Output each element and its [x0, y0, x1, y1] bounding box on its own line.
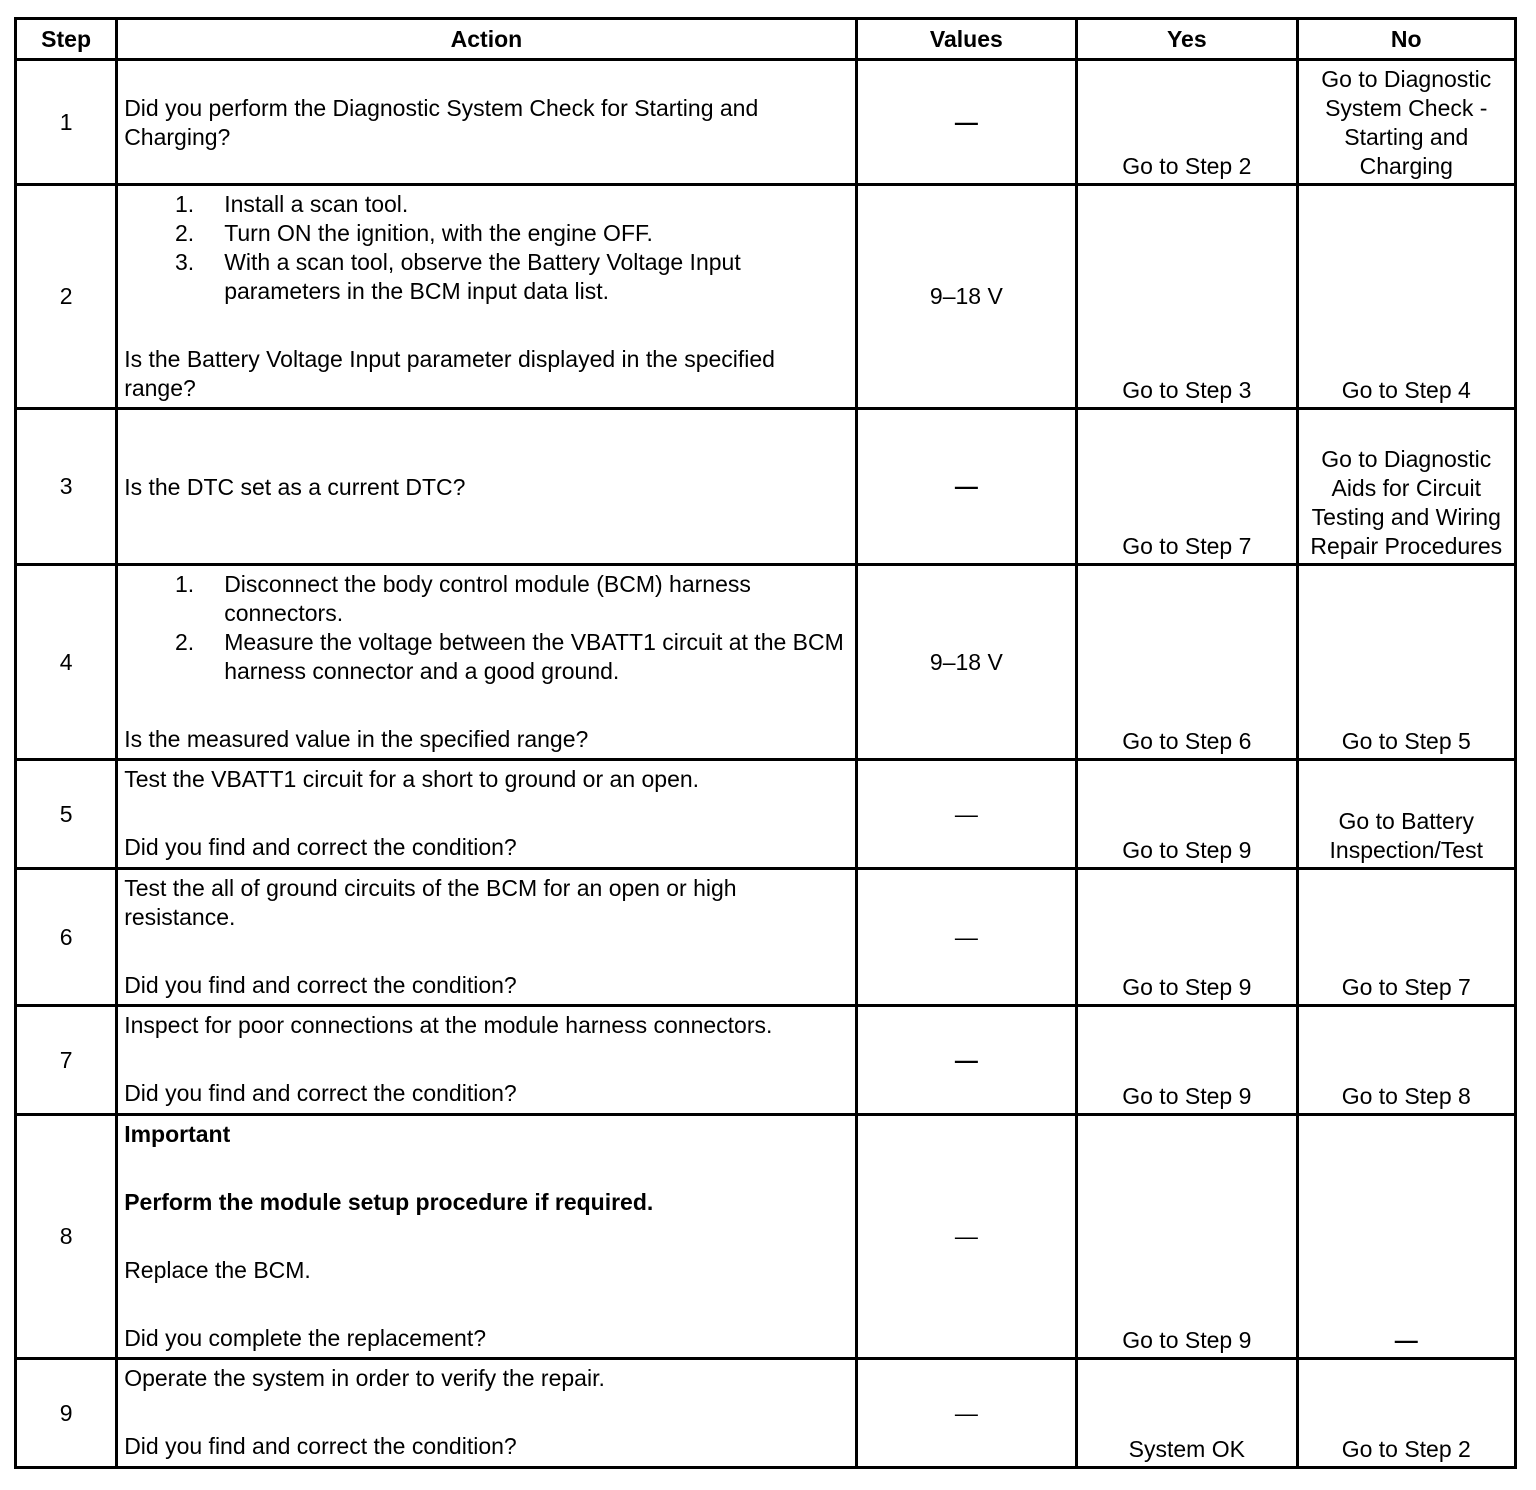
- action-cell: [117, 1006, 856, 1115]
- action-instruction: Test the all of ground circuits of the BCM for an open or high resistance.: [124, 875, 737, 930]
- table-row: [16, 1115, 1516, 1359]
- no-text: —: [1394, 1327, 1418, 1353]
- values-cell: 9–18 V: [856, 185, 1076, 409]
- yes-cell: Go to Step 9: [1077, 1006, 1297, 1115]
- action-cell: [117, 565, 856, 760]
- no-cell: Go to Step 7: [1297, 869, 1515, 1006]
- action-question: Is the measured value in the specified range?: [124, 726, 589, 752]
- header-values: Values: [856, 19, 1076, 60]
- action-step: [124, 190, 848, 219]
- no-cell: Go to Diagnostic System Check - Starting and Charging: [1297, 60, 1515, 185]
- no-cell: Go to Diagnostic Aids for Circuit Testing and Wiring Repair Procedures: [1297, 409, 1515, 565]
- table-row: [16, 760, 1516, 869]
- table-row: [16, 60, 1516, 185]
- action-step-number: 2.: [175, 220, 195, 246]
- action-step-number: 2.: [175, 629, 195, 655]
- action-question: Did you complete the replacement?: [124, 1325, 486, 1351]
- action-step-text: Install a scan tool.: [224, 191, 409, 217]
- values-cell: —: [856, 760, 1076, 869]
- step-number: 7: [16, 1006, 117, 1115]
- values-cell: —: [856, 1115, 1076, 1359]
- step-number: 8: [16, 1115, 117, 1359]
- action-steps: [124, 570, 848, 686]
- action-step-text: Turn ON the ignition, with the engine OFF.: [224, 220, 653, 246]
- action-question: Is the DTC set as a current DTC?: [124, 474, 466, 500]
- action-step-number: 1.: [175, 571, 195, 597]
- header-action: Action: [117, 19, 856, 60]
- action-instruction: Inspect for poor connections at the module harness connectors.: [124, 1012, 773, 1038]
- header-yes: Yes: [1077, 19, 1297, 60]
- step-number: 3: [16, 409, 117, 565]
- table-row: [16, 565, 1516, 760]
- no-cell: Go to Step 4: [1297, 185, 1515, 409]
- action-step-text: Disconnect the body control module (BCM) harness connectors.: [224, 571, 751, 626]
- action-question: Did you find and correct the condition?: [124, 834, 517, 860]
- action-step-text: With a scan tool, observe the Battery Voltage Input parameters in the BCM input data list.: [224, 249, 741, 304]
- action-step: [124, 570, 848, 628]
- diagnostic-table: [14, 17, 1517, 1469]
- action-step-number: 1.: [175, 191, 195, 217]
- table-row: [16, 185, 1516, 409]
- values-text: —: [954, 473, 978, 499]
- action-cell: [117, 185, 856, 409]
- action-step: [124, 628, 848, 686]
- action-question: Did you find and correct the condition?: [124, 1433, 517, 1459]
- step-number: 1: [16, 60, 117, 185]
- yes-cell: Go to Step 6: [1077, 565, 1297, 760]
- action-instruction: Test the VBATT1 circuit for a short to ground or an open.: [124, 766, 700, 792]
- step-number: 5: [16, 760, 117, 869]
- no-cell: Go to Step 2: [1297, 1359, 1515, 1468]
- action-instruction: Operate the system in order to verify the repair.: [124, 1365, 605, 1391]
- yes-cell: Go to Step 7: [1077, 409, 1297, 565]
- action-cell: [117, 1115, 856, 1359]
- action-cell: [117, 760, 856, 869]
- action-cell: [117, 409, 856, 565]
- action-cell: [117, 869, 856, 1006]
- step-number: 2: [16, 185, 117, 409]
- action-cell: [117, 60, 856, 185]
- table-row: [16, 1006, 1516, 1115]
- step-number: 9: [16, 1359, 117, 1468]
- values-cell: [856, 409, 1076, 565]
- table-row: [16, 1359, 1516, 1468]
- yes-cell: Go to Step 2: [1077, 60, 1297, 185]
- no-cell: Go to Battery Inspection/Test: [1297, 760, 1515, 869]
- values-cell: —: [856, 869, 1076, 1006]
- important-label: Important: [124, 1121, 231, 1147]
- values-text: —: [954, 1046, 978, 1073]
- yes-cell: Go to Step 9: [1077, 1115, 1297, 1359]
- values-cell: 9–18 V: [856, 565, 1076, 760]
- no-cell: Go to Step 5: [1297, 565, 1515, 760]
- table-row: [16, 869, 1516, 1006]
- values-text: —: [954, 108, 978, 135]
- action-question: Did you find and correct the condition?: [124, 1080, 517, 1106]
- action-steps: [124, 190, 848, 306]
- action-question: Is the Battery Voltage Input parameter displayed in the specified range?: [124, 346, 775, 401]
- action-step-number: 3.: [175, 249, 195, 275]
- table-row: [16, 409, 1516, 565]
- action-question: Did you find and correct the condition?: [124, 972, 517, 998]
- yes-cell: Go to Step 9: [1077, 869, 1297, 1006]
- action-step: [124, 219, 848, 248]
- yes-cell: Go to Step 3: [1077, 185, 1297, 409]
- no-cell: [1297, 1115, 1515, 1359]
- step-number: 4: [16, 565, 117, 760]
- action-step: [124, 248, 848, 306]
- header-no: No: [1297, 19, 1515, 60]
- no-cell: Go to Step 8: [1297, 1006, 1515, 1115]
- action-step-text: Measure the voltage between the VBATT1 circuit at the BCM harness connector and a good ground.: [224, 629, 844, 684]
- yes-cell: System OK: [1077, 1359, 1297, 1468]
- important-text: Perform the module setup procedure if required.: [124, 1189, 654, 1215]
- yes-cell: Go to Step 9: [1077, 760, 1297, 869]
- action-instruction: Replace the BCM.: [124, 1257, 311, 1283]
- values-cell: —: [856, 1359, 1076, 1468]
- action-cell: [117, 1359, 856, 1468]
- step-number: 6: [16, 869, 117, 1006]
- header-step: Step: [16, 19, 117, 60]
- values-cell: [856, 1006, 1076, 1115]
- action-question: Did you perform the Diagnostic System Check for Starting and Charging?: [124, 95, 759, 150]
- values-cell: [856, 60, 1076, 185]
- header-row: [16, 19, 1516, 60]
